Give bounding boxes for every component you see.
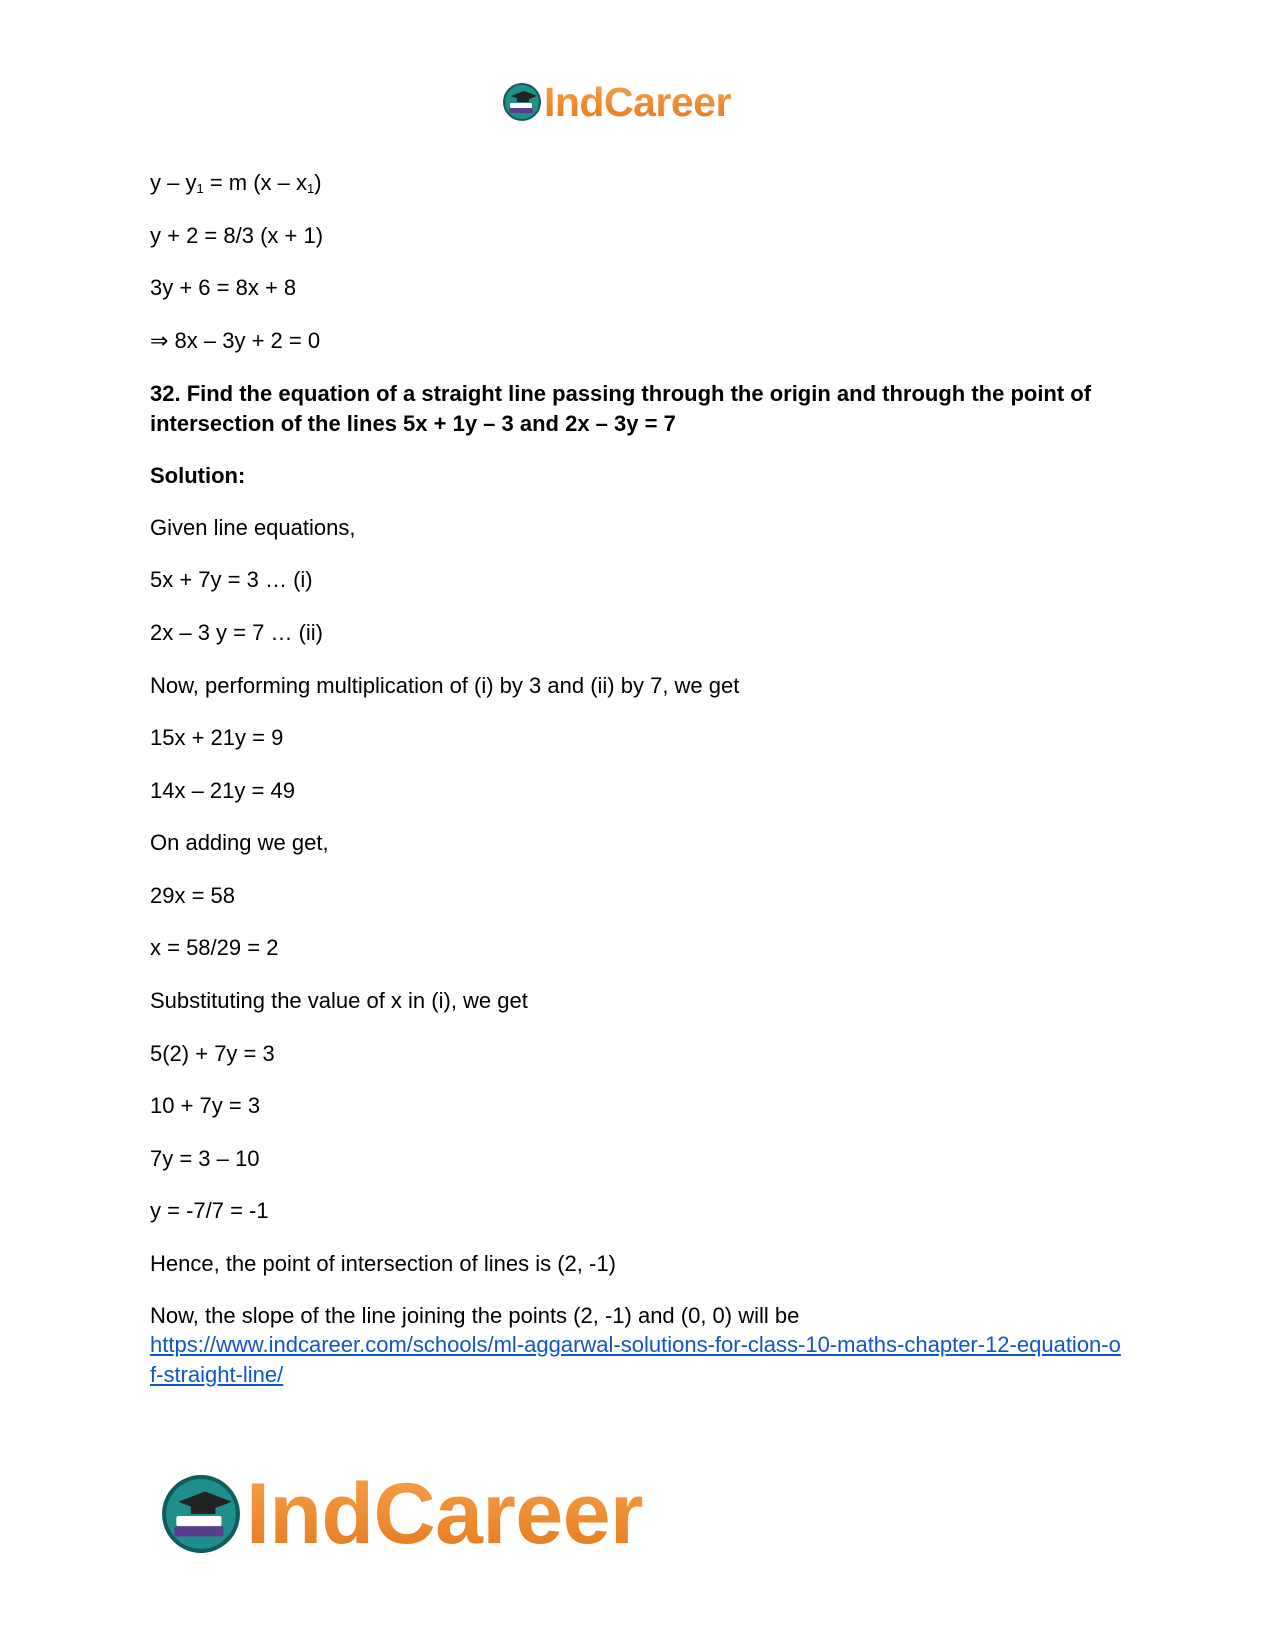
book-globe-icon — [502, 82, 542, 122]
solution-heading: Solution: — [150, 463, 246, 488]
header-logo-text: IndCareer — [544, 78, 731, 125]
equation-point-slope: $y - y_1 = m$ $(x - x_1)$ — [150, 170, 322, 196]
equation-line: 7y = 3 – 10 — [150, 1146, 260, 1171]
equation-line: x = 58/29 = 2 — [150, 935, 279, 960]
footer-logo — [160, 1468, 643, 1560]
header-logo — [502, 80, 731, 124]
equation-line: 15x + 21y = 9 — [150, 725, 284, 750]
text-line: Substituting the value of x in (i), we get — [150, 988, 528, 1013]
text-line: Given line equations, — [150, 515, 356, 540]
equation-line: 3y + 6 = 8x + 8 — [150, 275, 297, 300]
equation-line: 5x + 7y = 3 … (i) — [150, 567, 313, 592]
question-heading: 32. Find the equation of a straight line passing through the origin and through the point of intersection of the lines 5x + 1y – 3 and 2x – 3y = 7 — [150, 381, 1092, 436]
equation-line: y = -7/7 = -1 — [150, 1198, 269, 1223]
equation-line: 14x – 21y = 49 — [150, 778, 295, 803]
equation-line: 10 + 7y = 3 — [150, 1093, 261, 1118]
text-line: Hence, the point of intersection of lines is (2, -1) — [150, 1251, 616, 1276]
footer-logo-text: IndCareer — [246, 1466, 643, 1562]
source-link[interactable]: https://www.indcareer.com/schools/ml-aggarwal-solutions-for-class-10-maths-chapter-12-equation-of-straight-line/ — [150, 1332, 1121, 1387]
text-line: Now, the slope of the line joining the points (2, -1) and (0, 0) will be — [150, 1303, 800, 1328]
book-globe-icon — [160, 1473, 242, 1555]
equation-line: 2x – 3 y = 7 … (ii) — [150, 620, 324, 645]
equation-line: y + 2 = 8/3 (x + 1) — [150, 223, 324, 248]
equation-line: 5(2) + 7y = 3 — [150, 1041, 275, 1066]
text-line: On adding we get, — [150, 830, 329, 855]
equation-line: 29x = 58 — [150, 883, 236, 908]
text-line: Now, performing multiplication of (i) by 3 and (ii) by 7, we get — [150, 673, 740, 698]
equation-line: ⇒ 8x – 3y + 2 = 0 — [150, 328, 321, 353]
